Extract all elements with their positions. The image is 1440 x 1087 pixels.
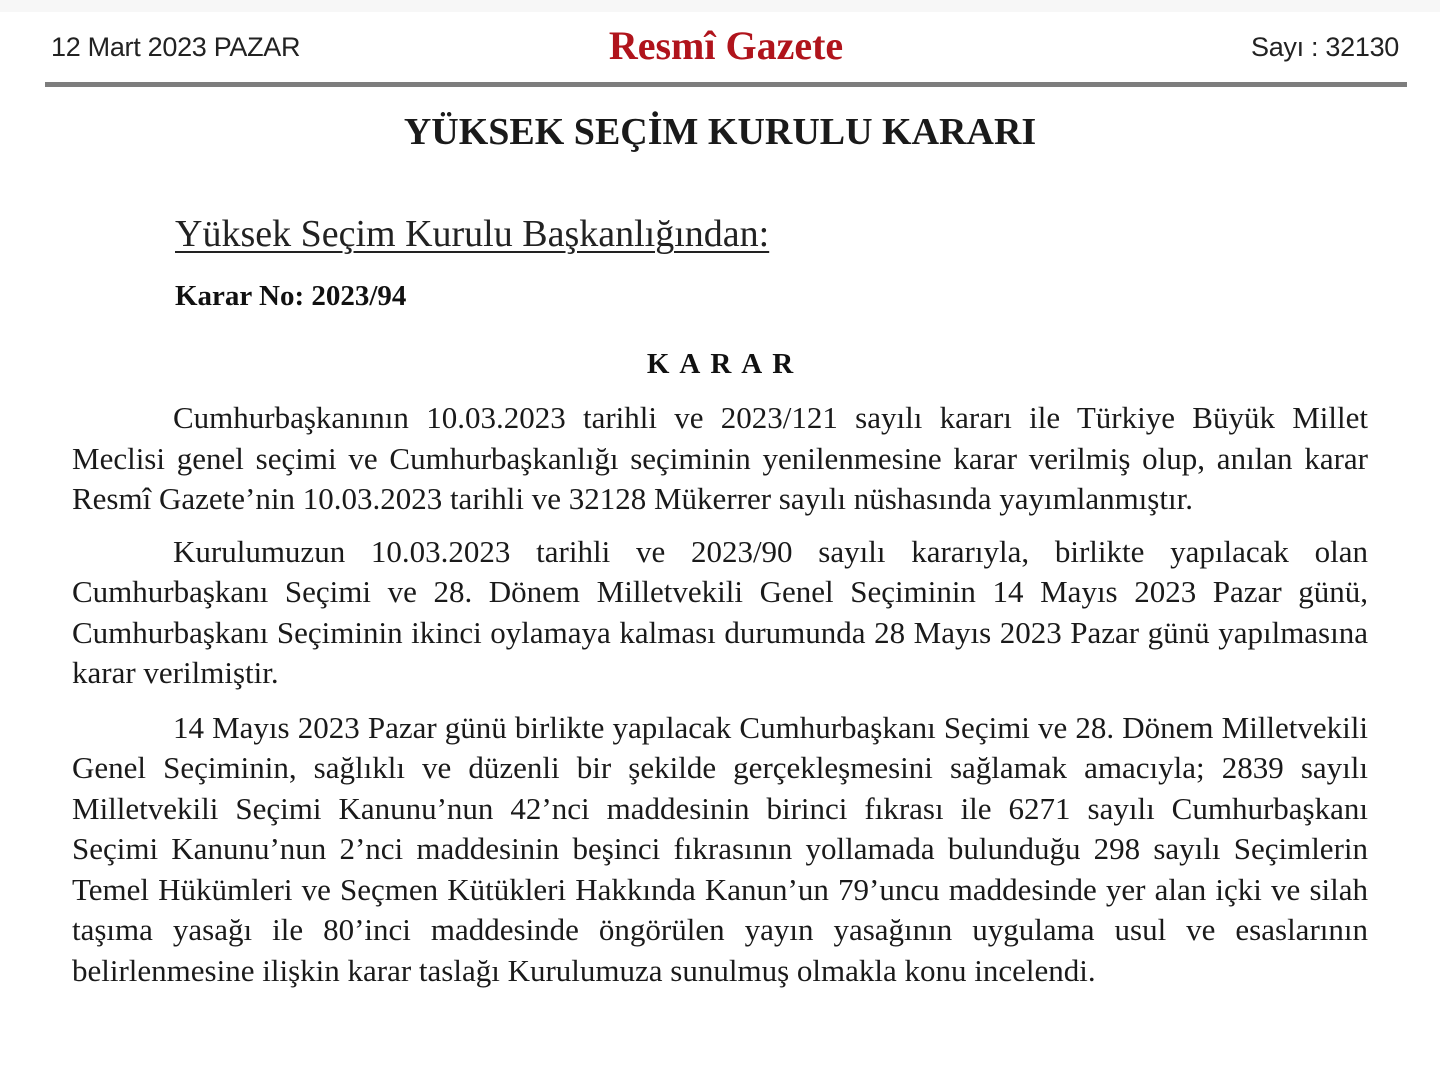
- header-divider: [45, 82, 1407, 87]
- gazette-header: [45, 22, 1407, 86]
- decision-number: Karar No: 2023/94: [175, 280, 407, 312]
- gazette-title: Resmî Gazete: [608, 23, 844, 68]
- issue-date: 12 Mart 2023 PAZAR: [51, 32, 301, 62]
- section-heading: KARAR: [646, 348, 804, 380]
- paragraph-3: 14 Mayıs 2023 Pazar günü birlikte yapılacak Cumhurbaşkanı Seçimi ve 28. Dönem Milletvekili Genel Seçiminin, sağlıklı ve düzenli bir şekilde gerçekleşmesini sağlamak amacıyla; 2839 sayılı Milletvekili Seçimi Kanunu’nun 42’nci maddesinin birinci fıkrası ile 6271 sayılı Cumhurbaşkanı Seçimi Kanunu’nun 2’nci maddesinin beşinci fıkrasının yollamada bulunduğu 298 sayılı Seçimlerin Temel Hükümleri ve Seçmen Kütükleri Hakkında Kanun’un 79’uncu maddesinde yer alan içki ve silah taşıma yasağı ile 80’inci maddesinde öngörülen yayın yasağının uygulama usul ve esaslarının belirlenmesine ilişkin karar taslağı Kurulumuza sunulmuş olmakla konu incelendi.: [72, 709, 1368, 988]
- issuing-authority: Yüksek Seçim Kurulu Başkanlığından:: [175, 213, 770, 255]
- paragraph-2: Kurulumuzun 10.03.2023 tarihli ve 2023/90 sayılı kararıyla, birlikte yapılacak olan Cumhurbaşkanı Seçimi ve 28. Dönem Milletvekili Genel Seçiminin 14 Mayıs 2023 Pazar günü, Cumhurbaşkanı Seçiminin ikinci oylamaya kalması durumunda 28 Mayıs 2023 Pazar günü yapılmasına karar verilmiştir.: [72, 533, 1368, 690]
- paragraph-1: Cumhurbaşkanının 10.03.2023 tarihli ve 2023/121 sayılı kararı ile Türkiye Büyük Millet Meclisi genel seçimi ve Cumhurbaşkanlığı seçiminin yenilenmesine karar verilmiş olup, anılan karar Resmî Gazete’nin 10.03.2023 tarihli ve 32128 Mükerrer sayılı nüshasında yayımlanmıştır.: [72, 400, 1368, 516]
- document-title: YÜKSEK SEÇİM KURULU KARARI: [403, 111, 1037, 153]
- issue-number: Sayı : 32130: [1250, 32, 1399, 62]
- top-strip: [0, 0, 1440, 12]
- document-body: [72, 398, 1368, 1003]
